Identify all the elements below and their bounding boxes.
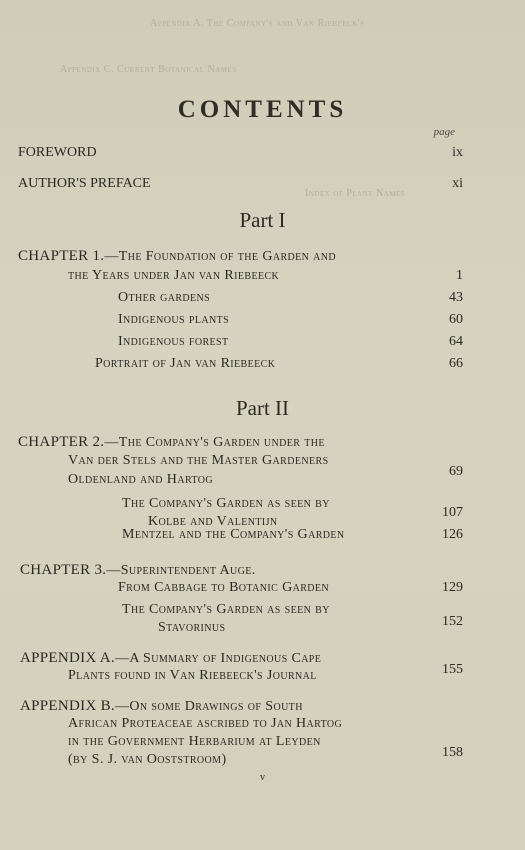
part-heading: Part I — [239, 208, 286, 232]
page-number: 155 — [442, 662, 463, 677]
appendix-title-line: —A Summary of Indigenous Cape — [114, 651, 322, 666]
bleed-through-text: Appendix A. The Company's and Van Riebeeck's — [150, 18, 365, 29]
chapter-title-line: Van der Stels and the Master Gardeners — [68, 453, 329, 468]
toc-entry-foreword: FOREWORD — [18, 145, 97, 160]
chapter-prefix: CHAPTER 3. — [20, 562, 107, 578]
page-number: 126 — [442, 527, 463, 542]
page-number: 129 — [442, 580, 463, 595]
chapter-entry — [20, 562, 256, 579]
bleed-through-text: Appendix C. Current Botanical Names — [60, 64, 237, 75]
section-entry: Mentzel and the Company's Garden — [122, 527, 345, 542]
page-column-label: page — [433, 126, 455, 138]
chapter-entry — [18, 434, 325, 451]
chapter-title-line: From Cabbage to Botanic Garden — [118, 580, 330, 595]
page-number: 1 — [456, 268, 463, 283]
section-entry-line: Kolbe and Valentijn — [148, 514, 278, 529]
page-number: 60 — [449, 312, 463, 327]
appendix-prefix: APPENDIX B. — [20, 698, 115, 714]
chapter-title-line: —The Foundation of the Garden and — [104, 249, 337, 264]
appendix-entry — [20, 698, 303, 715]
page-number: 107 — [442, 505, 463, 520]
page-title: CONTENTS — [177, 96, 348, 123]
appendix-title-line: African Proteaceae ascribed to Jan Hartog — [68, 716, 343, 731]
page-number: ix — [452, 145, 463, 160]
appendix-title-line: in the Government Herbarium at Leyden — [68, 734, 321, 749]
chapter-title-line: the Years under Jan van Riebeeck — [68, 268, 280, 283]
chapter-title-line: —The Company's Garden under the — [104, 435, 325, 450]
appendix-title-line: Plants found in Van Riebeeck's Journal — [68, 668, 317, 683]
chapter-title-line: —Superintendent Auge. — [106, 563, 256, 578]
page-number: 69 — [449, 464, 463, 479]
page-number: xi — [452, 176, 463, 191]
section-entry: Other gardens — [118, 290, 211, 305]
page-number: 152 — [442, 614, 463, 629]
section-entry: The Company's Garden as seen by — [122, 496, 330, 511]
page-number: 43 — [449, 290, 463, 305]
section-entry: Indigenous plants — [118, 312, 230, 327]
section-entry: Portrait of Jan van Riebeeck — [95, 356, 276, 371]
toc-entry-preface: AUTHOR'S PREFACE — [18, 176, 151, 191]
page-number: 66 — [449, 356, 463, 371]
page-folio: v — [260, 772, 265, 783]
chapter-entry — [18, 248, 336, 265]
section-entry: Indigenous forest — [118, 334, 229, 349]
chapter-title-line: Oldenland and Hartog — [68, 472, 213, 487]
chapter-prefix: CHAPTER 2. — [18, 434, 105, 450]
page-number: 64 — [449, 334, 463, 349]
chapter-prefix: CHAPTER 1. — [18, 248, 105, 264]
bleed-through-text: Index of Plant Names — [305, 188, 406, 199]
appendix-prefix: APPENDIX A. — [20, 650, 115, 666]
section-entry: The Company's Garden as seen by — [122, 602, 330, 617]
appendix-title-line: (by S. J. van Ooststroom) — [68, 752, 227, 767]
appendix-entry — [20, 650, 321, 667]
page-number: 158 — [442, 745, 463, 760]
part-heading: Part II — [235, 396, 290, 420]
section-entry-line: Stavorinus — [158, 620, 226, 635]
appendix-title-line: —On some Drawings of South — [114, 699, 303, 714]
